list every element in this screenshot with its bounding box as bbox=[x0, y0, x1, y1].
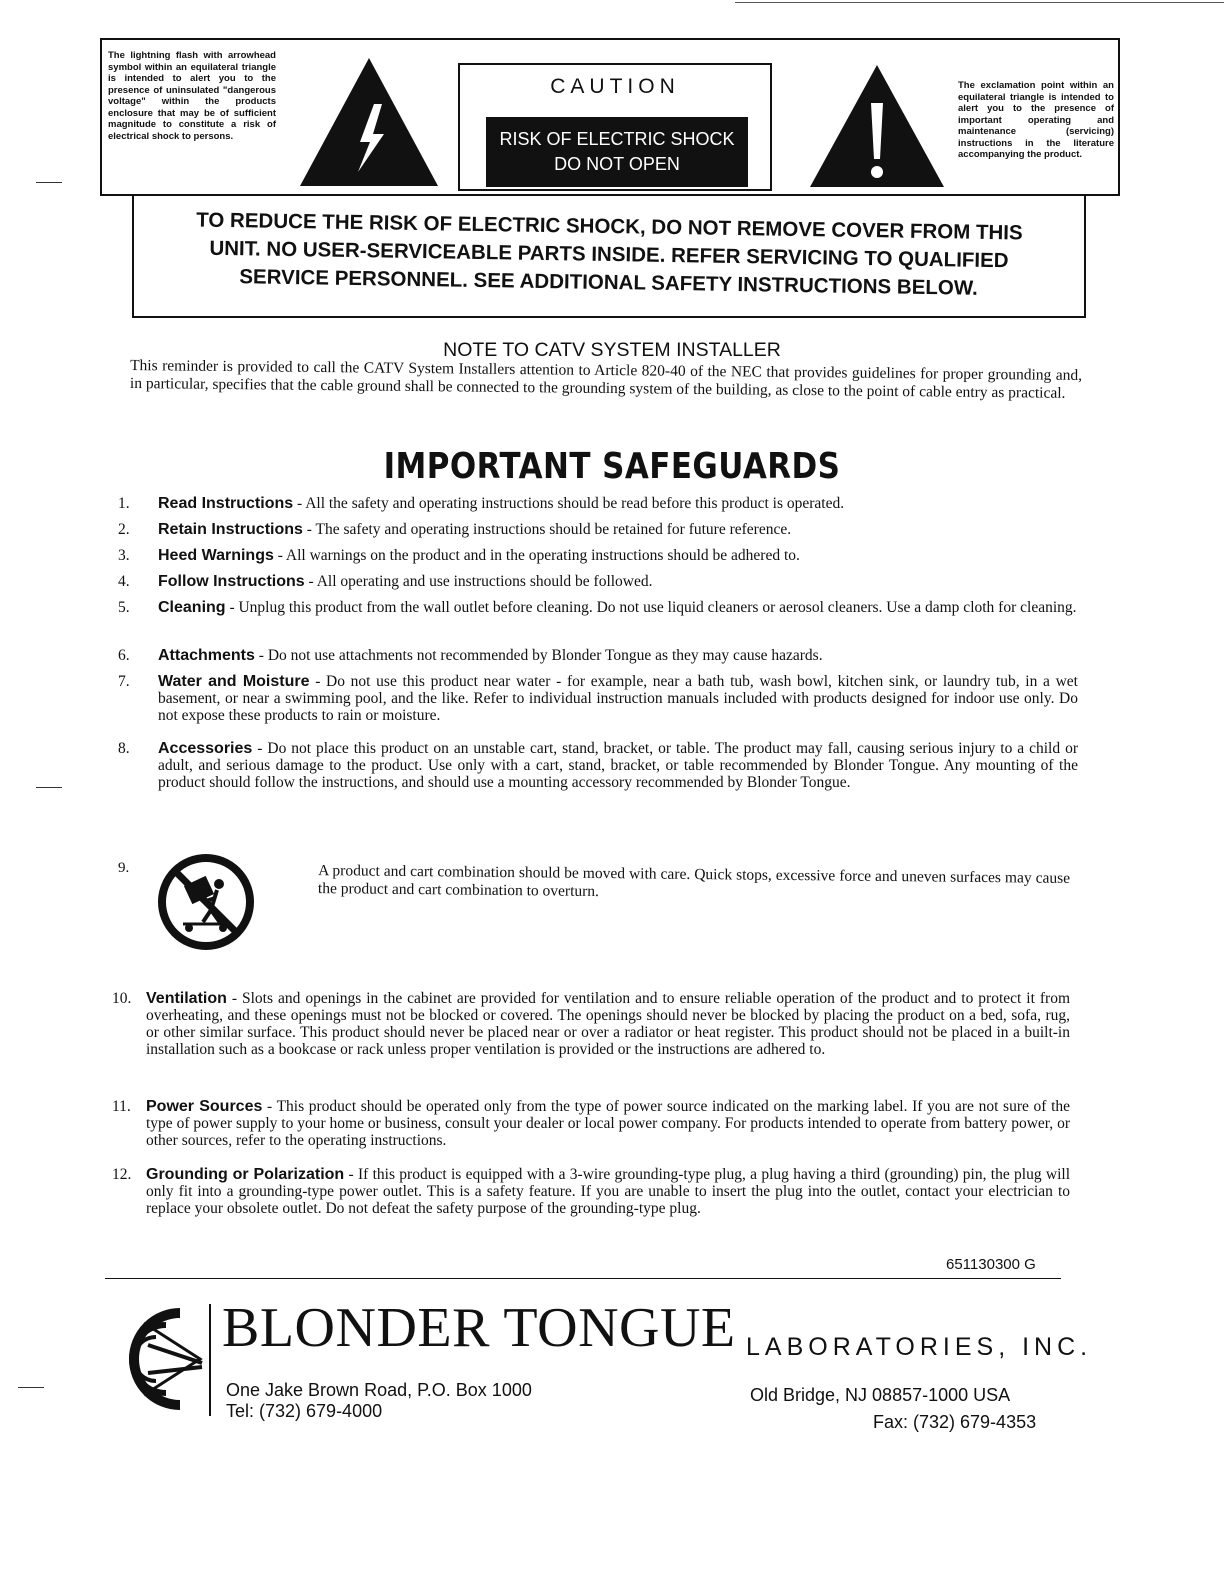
item-number: 7. bbox=[118, 673, 130, 690]
shock-warning-text bbox=[149, 206, 1068, 304]
shock-warning-line-1: TO REDUCE THE RISK OF ELECTRIC SHOCK, DO NOT REMOVE COVER FROM THIS bbox=[196, 208, 1023, 245]
footer-divider bbox=[105, 1278, 1061, 1279]
shock-warning-line-3: SERVICE PERSONNEL. SEE ADDITIONAL SAFETY INSTRUCTIONS BELOW. bbox=[239, 265, 978, 300]
caution-label bbox=[458, 63, 772, 191]
item-text: - Do not place this product on an unstable cart, stand, bracket, or table. The product may fall, causing serious injury to a child or adult, and serious damage to the product. Use only with a cart, stand, bracket, or table recommended by Blonder Tongue. Any mounting of the product should follow the instructions, and should use a mounting accessory recommended by Blonder Tongue. bbox=[158, 740, 1078, 791]
caution-warning-panel bbox=[486, 117, 748, 187]
brand-subtitle: LABORATORIES, INC. bbox=[746, 1333, 1093, 1361]
exclamation-triangle-icon bbox=[808, 63, 946, 189]
item-text: - All warnings on the product and in the operating instructions should be adhered to. bbox=[273, 547, 800, 564]
item-title: Cleaning bbox=[158, 599, 226, 616]
item-title: Ventilation bbox=[146, 990, 227, 1007]
item-title: Accessories bbox=[158, 740, 253, 757]
exclamation-symbol-explanation: The exclamation point within an equilateral triangle is intended to alert you to the presence of important operating and maintenance (servicing) instructions in the literature accompanying the product. bbox=[958, 80, 1114, 160]
item-number: 2. bbox=[118, 521, 130, 538]
caution-line-1: RISK OF ELECTRIC SHOCK bbox=[499, 129, 735, 149]
address-fax: Fax: (732) 679-4353 bbox=[873, 1412, 1037, 1432]
item-number: 1. bbox=[118, 495, 130, 512]
scan-edge-mark bbox=[36, 787, 62, 788]
catv-note-title: NOTE TO CATV SYSTEM INSTALLER bbox=[443, 339, 781, 361]
item-title: Read Instructions bbox=[158, 495, 294, 512]
scan-edge-line bbox=[735, 2, 1224, 3]
address-telephone: Tel: (732) 679-4000 bbox=[226, 1401, 383, 1421]
item-text: - If this product is equipped with a 3-wire grounding-type plug, a plug having a third (grounding) pin, the plug will only fit into a grounding-type power outlet. This is a safety feature. If you are unable to insert the plug into the outlet, contact your electrician to replace your obsolete outlet. Do not defeat the safety purpose of the grounding-type plug. bbox=[146, 1166, 1071, 1217]
item-number: 12. bbox=[112, 1166, 132, 1183]
item-title: Attachments bbox=[158, 647, 255, 664]
blonder-tongue-logo bbox=[110, 1305, 206, 1413]
address-city: Old Bridge, NJ 08857-1000 USA bbox=[750, 1385, 1011, 1405]
item-text: - Do not use this product near water - for example, near a bath tub, wash bowl, kitchen sink, or laundry tub, in a wet basement, or near a swimming pool, and the like. Refer to individual instruction manuals included with products designed for indoor use only. Do not expose these products to rain or moisture. bbox=[158, 673, 1078, 724]
scan-edge-mark bbox=[36, 182, 62, 183]
item-number: 11. bbox=[112, 1098, 131, 1115]
brand-name: BLONDER TONGUE bbox=[222, 1297, 736, 1359]
footer-brand-divider bbox=[209, 1304, 211, 1416]
item-text: - The safety and operating instructions should be retained for future reference. bbox=[302, 521, 792, 538]
shock-warning-line-2: UNIT. NO USER-SERVICEABLE PARTS INSIDE. REFER SERVICING TO QUALIFIED bbox=[209, 236, 1009, 273]
item-title: Retain Instructions bbox=[158, 521, 303, 538]
item-number: 8. bbox=[118, 740, 130, 757]
item-title: Power Sources bbox=[146, 1098, 263, 1115]
item-title: Follow Instructions bbox=[158, 573, 305, 590]
lightning-triangle-icon bbox=[298, 56, 440, 188]
item-number: 4. bbox=[118, 573, 130, 590]
item-text: - Unplug this product from the wall outlet before cleaning. Do not use liquid cleaners or aerosol cleaners. Use a damp cloth for cleaning. bbox=[225, 599, 1077, 616]
item-text: - Slots and openings in the cabinet are provided for ventilation and to ensure reliable operation of the product and to protect it from overheating, and these openings must not be blocked or covered. The openings should never be blocked by placing the product on a bed, sofa, rug, or other similar surface. This product should never be placed near or over a radiator or heat register. This product should not be placed in a built-in installation such as a bookcase or rack unless proper ventilation is provided or the instructions are adhered to. bbox=[146, 990, 1070, 1058]
item-title: Heed Warnings bbox=[158, 547, 274, 564]
item-number: 10. bbox=[112, 990, 132, 1007]
cart-warning-text: A product and cart combination should be moved with care. Quick stops, excessive force and uneven surfaces may cause the product and cart combination to overturn. bbox=[317, 862, 1071, 901]
item-title: Water and Moisture bbox=[158, 673, 310, 690]
document-number: 651130300 G bbox=[946, 1256, 1036, 1273]
address-street: One Jake Brown Road, P.O. Box 1000 bbox=[226, 1380, 532, 1400]
item-number: 6. bbox=[118, 647, 130, 664]
scan-edge-mark bbox=[18, 1387, 44, 1388]
safeguards-title: IMPORTANT SAFEGUARDS bbox=[383, 446, 841, 487]
item-text: - All the safety and operating instructions should be read before this product is operated. bbox=[293, 495, 845, 512]
item-title: Grounding or Polarization bbox=[146, 1166, 345, 1183]
cart-warning-icon bbox=[155, 852, 257, 952]
item-number: 5. bbox=[118, 599, 130, 616]
caution-title: CAUTION bbox=[550, 75, 680, 98]
item-number: 9. bbox=[118, 860, 130, 876]
catv-note-body: This reminder is provided to call the CATV System Installers attention to Article 820-40 of the NEC that provides guidelines for proper grounding and, in particular, specifies that the cable ground shall be connected to the grounding system of the building, as close to the point of cable entry as practical. bbox=[129, 357, 1083, 402]
lightning-symbol-explanation: The lightning flash with arrowhead symbol within an equilateral triangle is intended to alert you to the presence of uninsulated "dangerous voltage" within the products enclosure that may be of sufficient magnitude to constitute a risk of electrical shock to persons. bbox=[108, 50, 276, 142]
caution-line-2: DO NOT OPEN bbox=[554, 154, 680, 174]
item-number: 3. bbox=[118, 547, 130, 564]
item-text: - This product should be operated only from the type of power source indicated on the marking label. If you are not sure of the type of power supply to your home or business, consult your dealer or local power company. For products intended to operate from battery power, or other sources, refer to the operating instructions. bbox=[146, 1098, 1071, 1149]
item-text: - Do not use attachments not recommended by Blonder Tongue as they may cause hazards. bbox=[254, 647, 823, 664]
item-text: - All operating and use instructions should be followed. bbox=[304, 573, 653, 590]
